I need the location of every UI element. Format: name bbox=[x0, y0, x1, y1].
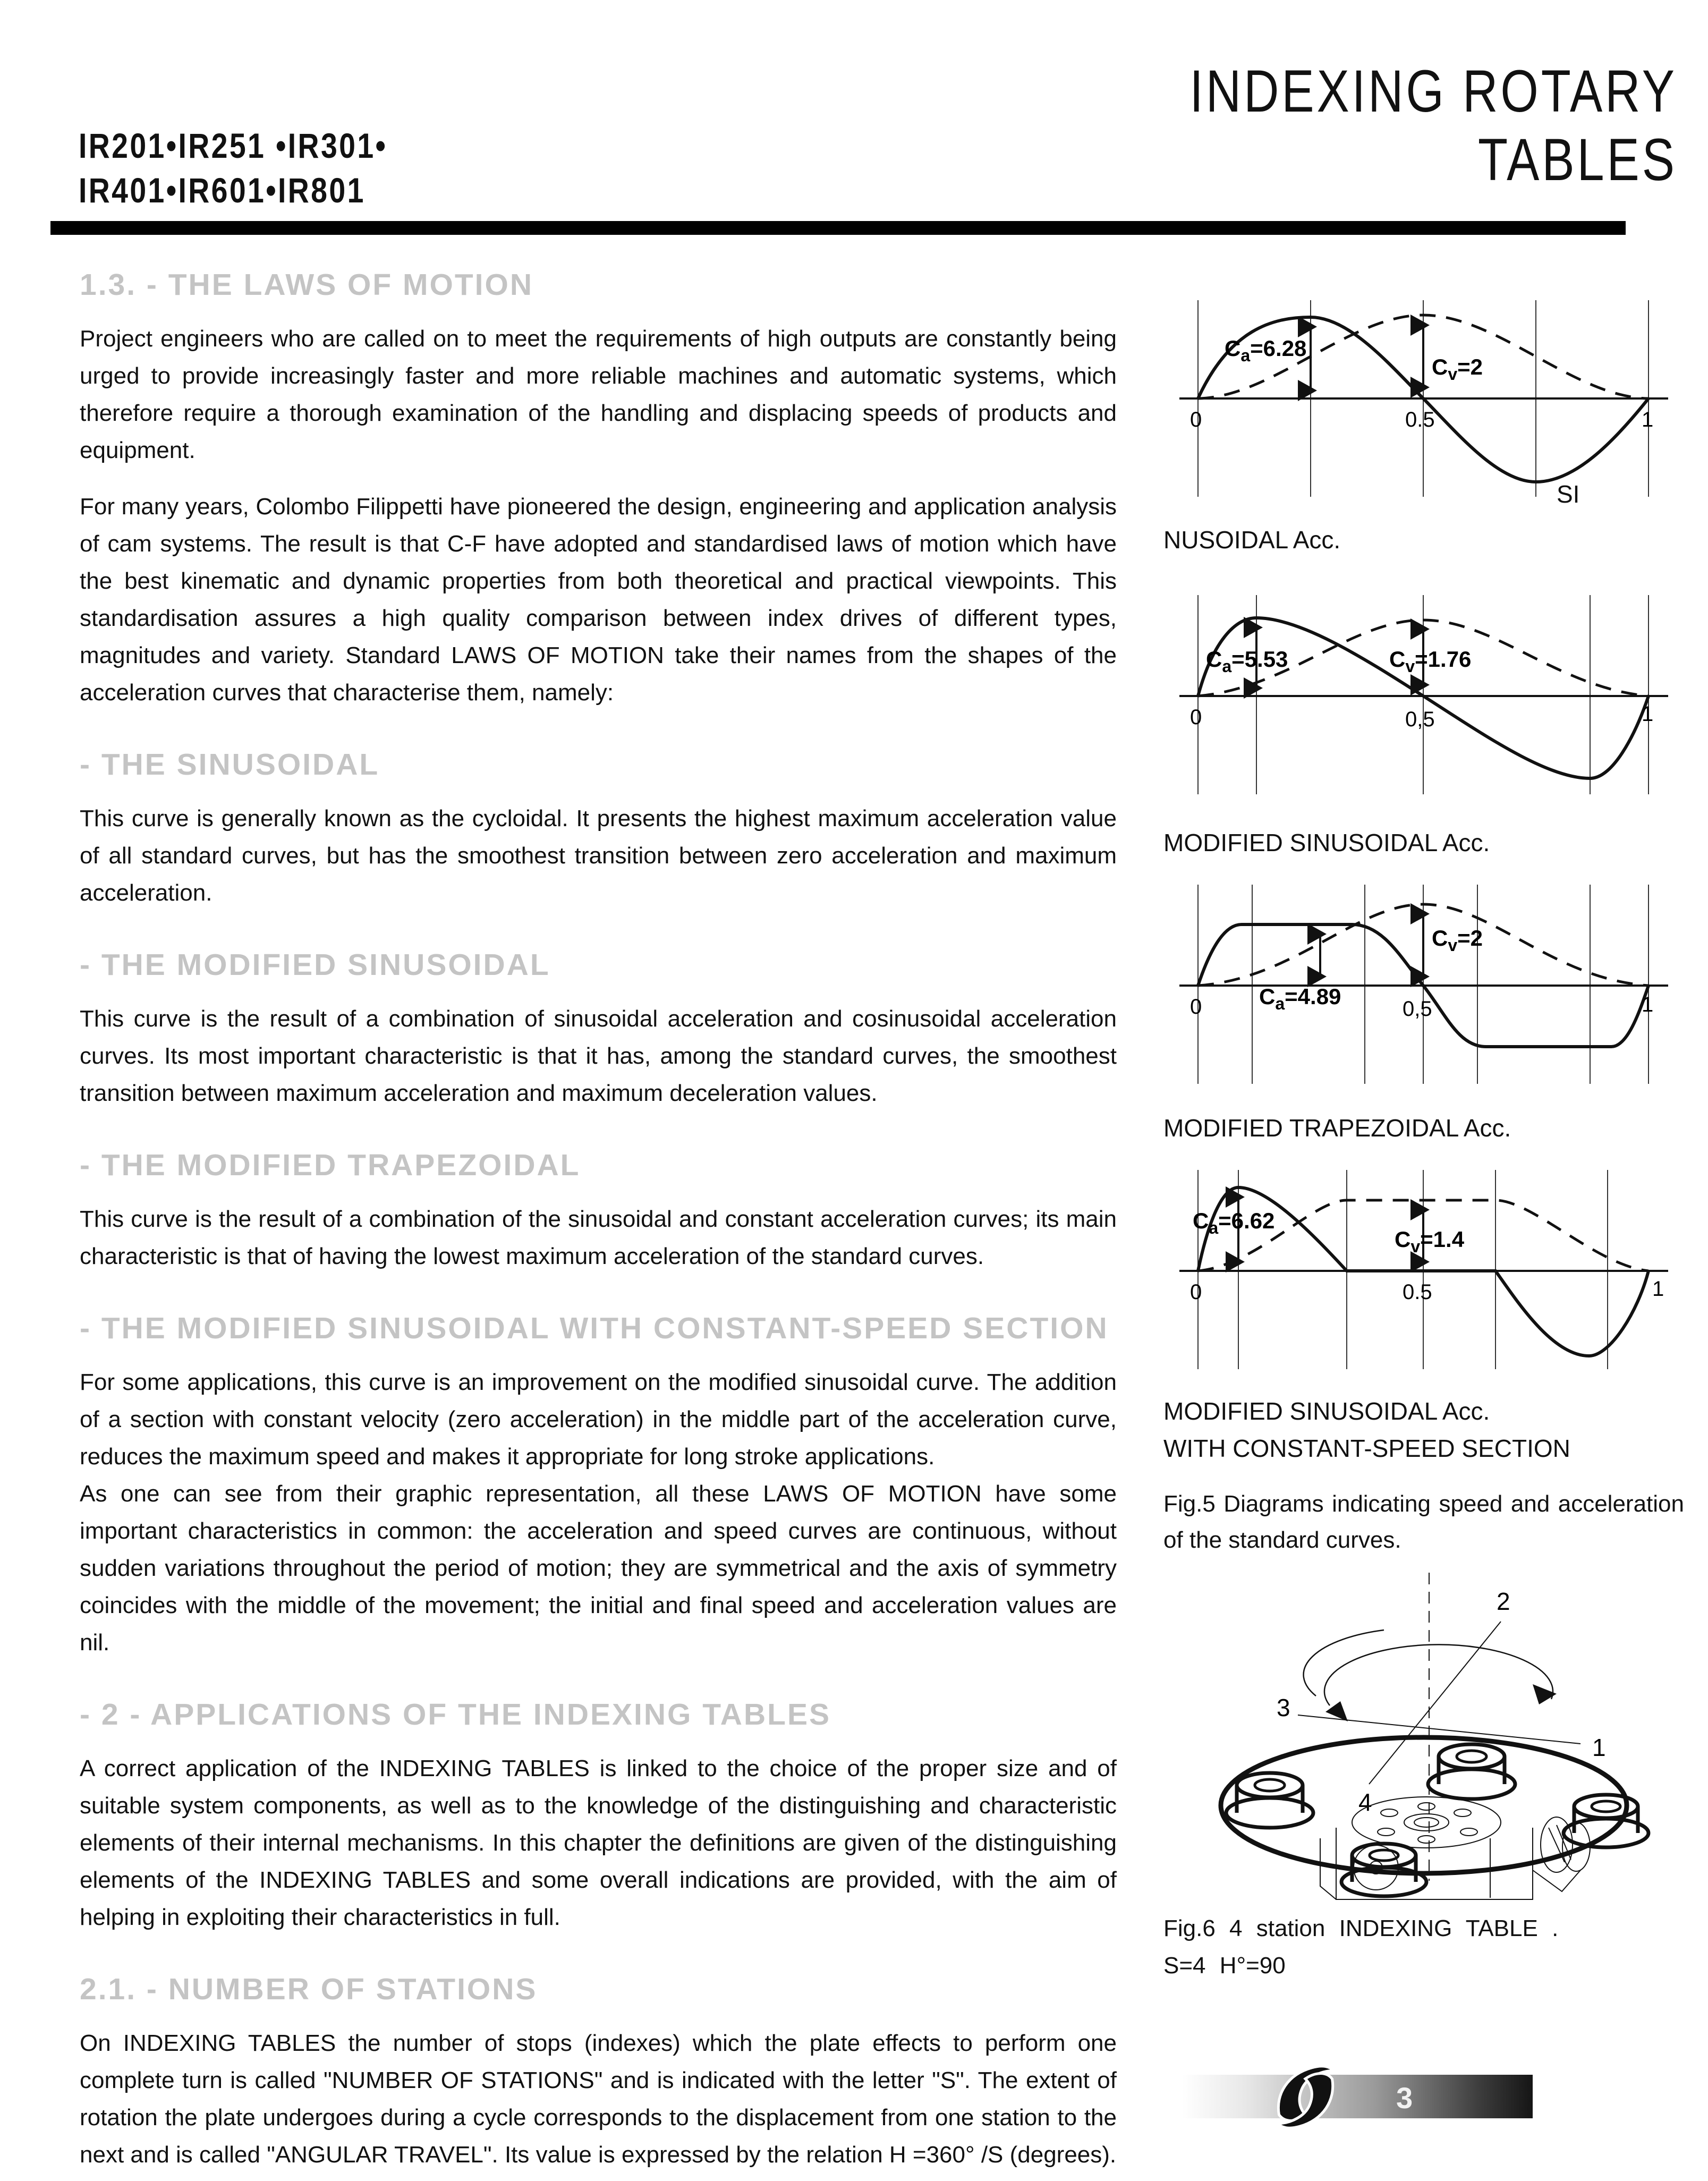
section-heading-laws-of-motion: 1.3. - THE LAWS OF MOTION bbox=[80, 268, 534, 302]
section-heading-modified-sinusoidal-constant-speed: - THE MODIFIED SINUSOIDAL WITH CONSTANT-SPEED SECTION bbox=[80, 1311, 1109, 1345]
fig5-caption: Fig.5 Diagrams indicating speed and acceleration of the standard curves. bbox=[1163, 1491, 1684, 1554]
chart-sinusoidal-acceleration bbox=[1161, 284, 1687, 507]
fig3-caption: MODIFIED TRAPEZOIDAL Acc. bbox=[1163, 1114, 1511, 1142]
ca-label: $C_a=6.62$ bbox=[1193, 1208, 1275, 1237]
chart-modified-sinusoidal-acceleration bbox=[1161, 582, 1687, 805]
paragraph: For some applications, this curve is an improvement on the modified sinusoidal curve. The addition of a section with constant velocity (zero acceleration) in the middle part of the acceleration curve, reduces the maximum speed and makes it appropriate for long stroke applications. bbox=[80, 1369, 1117, 1470]
tick-0: 0 bbox=[1190, 706, 1202, 729]
section-heading-sinusoidal: - THE SINUSOIDAL bbox=[80, 747, 380, 782]
paragraph: On INDEXING TABLES the number of stops (indexes) which the plate effects to perform one complete turn is called "NUMBER OF STATIONS" and is indicated with the letter "S". The extent of rotation the plate undergoes during a cycle corresponds to the displacement from one station to the next and is called "ANGULAR TRAVEL". Its value is expressed by the relation H =360° /S (degrees). bbox=[80, 2030, 1117, 2168]
tick-1: 1 bbox=[1652, 1277, 1664, 1301]
header-rule bbox=[50, 221, 1626, 235]
model-codes-line1: IR201•IR251 •IR301• bbox=[79, 126, 388, 165]
section-heading-modified-trapezoidal: - THE MODIFIED TRAPEZOIDAL bbox=[80, 1148, 581, 1182]
chart-modified-trapezoidal-acceleration bbox=[1161, 871, 1687, 1094]
station-fixture bbox=[1563, 1795, 1648, 1847]
fig1-caption: NUSOIDAL Acc. bbox=[1163, 526, 1341, 554]
fig2-caption: MODIFIED SINUSOIDAL Acc. bbox=[1163, 829, 1490, 856]
tick-05: 0,5 bbox=[1405, 708, 1435, 731]
table-plate bbox=[1221, 1737, 1627, 1873]
tick-05: 0,5 bbox=[1403, 997, 1432, 1021]
paragraph: As one can see from their graphic representation, all these LAWS OF MOTION have some important characteristics in common: the acceleration and speed curves are continuous, without sudden variations throughout the period of motion; they are symmetrical and the axis of symmetry coincides with the middle of the movement; the initial and final speed and acceleration values are nil. bbox=[80, 1480, 1117, 1656]
cf-swirl-logo-icon bbox=[1263, 2055, 1348, 2140]
station-label-1: 1 bbox=[1592, 1734, 1606, 1761]
tick-1: 1 bbox=[1642, 408, 1654, 431]
text-column bbox=[80, 265, 1117, 2181]
model-codes-line2: IR401•IR601•IR801 bbox=[79, 171, 366, 210]
tick-0: 0 bbox=[1190, 995, 1202, 1019]
cv-label: $C_v=1.4$ bbox=[1395, 1227, 1465, 1256]
station-fixture bbox=[1226, 1773, 1313, 1828]
fig4-caption-line2: WITH CONSTANT-SPEED SECTION bbox=[1163, 1435, 1570, 1462]
ca-label: $C_a=4.89$ bbox=[1259, 984, 1341, 1013]
station-label-3: 3 bbox=[1277, 1694, 1290, 1721]
center-index-plate bbox=[1352, 1797, 1501, 1848]
page-number: 3 bbox=[1396, 2081, 1413, 2115]
ca-label: $C_a=6.28$ bbox=[1225, 336, 1307, 365]
station-label-2: 2 bbox=[1497, 1588, 1510, 1615]
figure-column bbox=[1161, 268, 1689, 2075]
section-heading-number-of-stations: 2.1. - NUMBER OF STATIONS bbox=[80, 1972, 538, 2006]
fig6-caption bbox=[1163, 1910, 1684, 1985]
rotation-arrow bbox=[1304, 1630, 1557, 1721]
page-title bbox=[1083, 57, 1677, 194]
model-codes bbox=[79, 123, 446, 213]
paragraph: This curve is the result of a combination of the sinusoidal and constant acceleration curves; its main characteristic is that of having the lowest maximum acceleration of the standard curves. bbox=[80, 1206, 1117, 1269]
chart-modified-sinusoidal-constant-speed bbox=[1161, 1157, 1687, 1380]
station-fixture bbox=[1428, 1744, 1515, 1799]
cv-label: $C_v=1.76$ bbox=[1389, 647, 1472, 676]
page-title-line1: INDEXING ROTARY bbox=[1189, 58, 1677, 124]
fig1-caption-right: SI bbox=[1557, 480, 1580, 508]
tick-1: 1 bbox=[1642, 993, 1654, 1016]
tick-0: 0 bbox=[1190, 1280, 1202, 1304]
paragraph: This curve is the result of a combination of sinusoidal acceleration and cosinusoidal acceleration curves. Its most important characteristic is that it has, among the standard curves, the smoothest transition between maximum acceleration and maximum deceleration values. bbox=[80, 1005, 1117, 1106]
tick-1: 1 bbox=[1642, 702, 1654, 726]
fig6-indexing-table-illustration bbox=[1161, 1573, 1687, 1913]
paragraph: A correct application of the INDEXING TABLES is linked to the choice of the proper size and of suitable system components, as well as to the knowledge of the distinguishing and characteristic elements of their internal mechanisms. In this chapter the definitions are given of the distinguishing elements of the INDEXING TABLES and some overall indications are provided, with the aim of helping in exploiting their characteristics in full. bbox=[80, 1755, 1117, 1930]
section-heading-modified-sinusoidal: - THE MODIFIED SINUSOIDAL bbox=[80, 947, 550, 982]
cv-label: $C_v=2$ bbox=[1432, 926, 1483, 955]
fig6-caption-line1: Fig.6 4 station INDEXING TABLE . bbox=[1163, 1915, 1559, 1941]
fig4-caption-line1: MODIFIED SINUSOIDAL Acc. bbox=[1163, 1397, 1490, 1425]
ca-label: $C_a=5.53$ bbox=[1206, 647, 1288, 676]
paragraph: Project engineers who are called on to meet the requirements of high outputs are constantly being urged to provide increasingly faster and more reliable machines and automatic systems, which therefore require a thorough examination of the handling and displacing speeds of products and equipment. bbox=[80, 325, 1117, 463]
cv-label: $C_v=2$ bbox=[1432, 354, 1483, 384]
paragraph: This curve is generally known as the cycloidal. It presents the highest maximum acceleration value of all standard curves, but has the smoothest transition between zero acceleration and maximum acceleration. bbox=[80, 805, 1117, 906]
tick-05: 0.5 bbox=[1403, 1280, 1432, 1304]
fig6-caption-line2: S=4 H°=90 bbox=[1163, 1953, 1286, 1979]
tick-0: 0 bbox=[1190, 408, 1202, 431]
page-title-line2: TABLES bbox=[1478, 126, 1677, 193]
tick-05: 0.5 bbox=[1405, 408, 1435, 431]
paragraph: For many years, Colombo Filippetti have pioneered the design, engineering and application analysis of cam systems. The result is that C-F have adopted and standardised laws of motion which have the best kinematic and dynamic properties from both theoretical and practical viewpoints. This standardisation assures a high quality comparison between index drives of different types, magnitudes and variety. Standard LAWS OF MOTION take their names from the shapes of the acceleration curves that characterise them, namely: bbox=[80, 493, 1117, 706]
section-heading-applications: - 2 - APPLICATIONS OF THE INDEXING TABLES bbox=[80, 1697, 831, 1732]
footer-bar bbox=[1182, 2075, 1533, 2118]
station-label-4: 4 bbox=[1358, 1788, 1372, 1816]
